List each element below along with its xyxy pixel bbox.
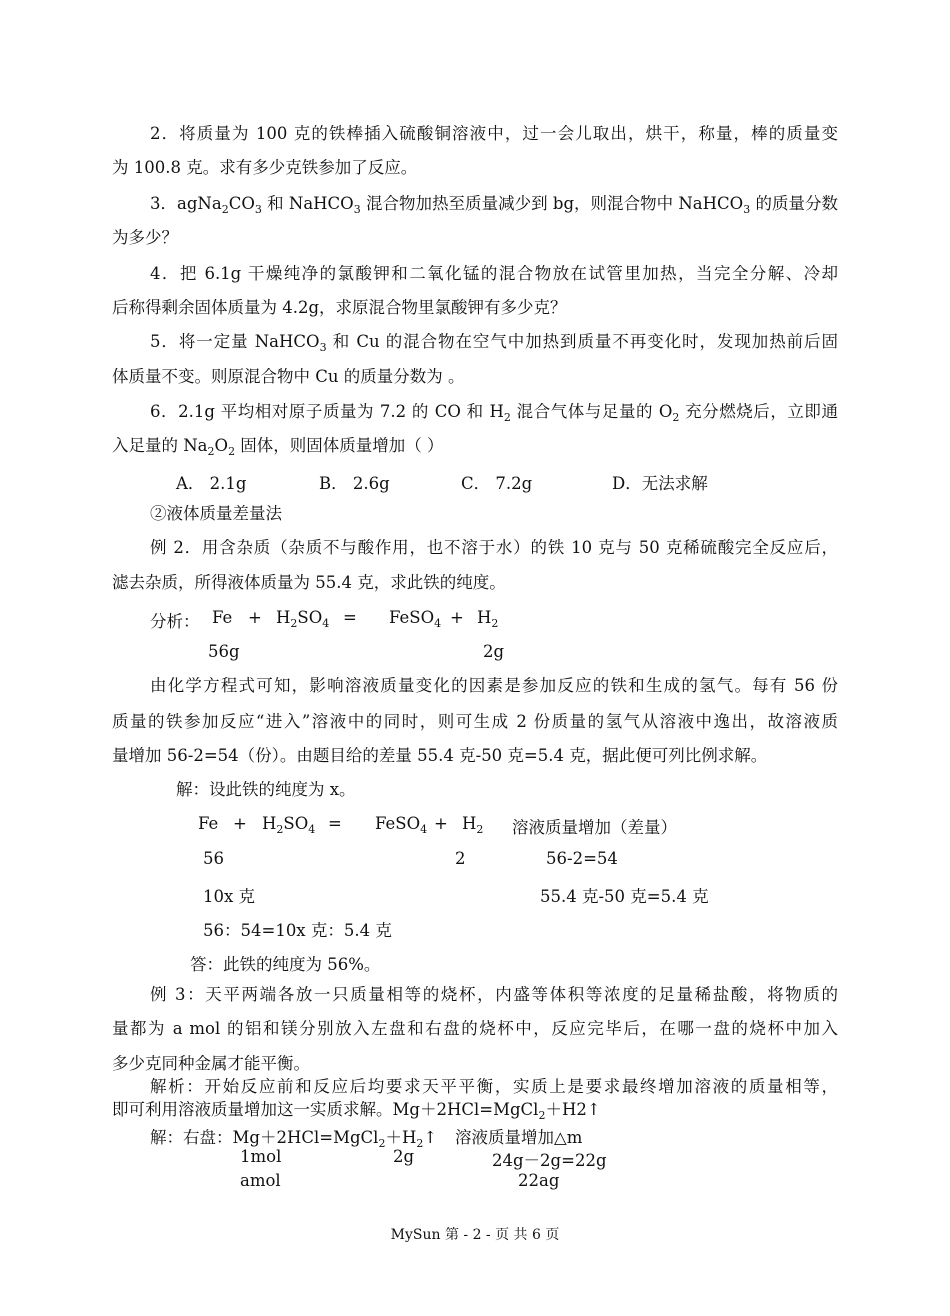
eq2-h2: $H_2$	[462, 814, 484, 836]
example-3-line-1: 例 3：天平两端各放一只质量相等的烧杯，内盛等体积等浓度的足量稀盐酸，将物质的	[150, 985, 838, 1004]
eq2-fe: Fe	[198, 814, 219, 833]
ex3-row2-mg: amol	[240, 1171, 281, 1190]
row2-delta: 55.4 克-50 克=5.4 克	[540, 887, 709, 906]
row2-fe: 10x 克	[203, 887, 256, 906]
problem-2-line-2: 为 100.8 克。求有多少克铁参加了反应。	[112, 158, 418, 177]
ex3-row1-mg: 1mol	[240, 1147, 282, 1166]
explanation-line-3: 量增加 56-2=54（份）。由题目给的差量 55.4 克-50 克=5.4 克，据此便可列比例求解。	[112, 746, 768, 765]
eq1-plus-1: +	[248, 608, 262, 627]
problem-4-line-1: 4．把 6.1g 干燥纯净的氯酸钾和二氧化锰的混合物放在试管里加热，当完全分解、冷却	[150, 264, 838, 283]
example-3-line-2: 量都为 a mol 的铝和镁分别放入左盘和右盘的烧杯中，反应完毕后，在哪一盘的烧杯中加入	[112, 1019, 838, 1038]
eq2-equals: =	[328, 814, 342, 833]
example-3-line-5: 即可利用溶液质量增加这一实质求解。Mg＋2HCl=MgCl$_2$＋H2↑	[112, 1100, 601, 1122]
eq1-equals: =	[343, 608, 357, 627]
eq1-h2: $H_2$	[477, 608, 499, 630]
problem-4-line-2: 后称得剩余固体质量为 4.2g，求原混合物里氯酸钾有多少克？	[112, 298, 567, 317]
example-3-line-4: 解析：开始反应前和反应后均要求天平平衡，实质上是要求最终增加溶液的质量相等，	[150, 1077, 838, 1096]
row1-fe: 56	[203, 849, 224, 868]
row1-h2: 2	[455, 849, 466, 868]
problem-3-line-1: 3．$agNa_2CO_3$ 和 NaHCO$_3$ 混合物加热至质量减少到 bg，则混合物中 NaHCO$_3$ 的质量分数	[150, 194, 839, 216]
choice-d: D．无法求解	[612, 474, 708, 493]
mass-h2: 2g	[483, 642, 505, 661]
problem-6-line-2: 入足量的 $Na_2O_2$ 固体，则固体质量增加（ ）	[112, 436, 444, 458]
ratio: 56：54=10x 克：5.4 克	[203, 921, 392, 940]
eq2-plus-2: +	[434, 814, 448, 833]
explanation-line-1: 由化学方程式可知，影响溶液质量变化的因素是参加反应的铁和生成的氢气。每有 56 份	[150, 676, 838, 695]
eq1-fe: Fe	[212, 608, 233, 627]
example-2-line-1: 例 2．用含杂质（杂质不与酸作用，也不溶于水）的铁 10 克与 50 克稀硫酸完全反应后，	[150, 538, 838, 557]
eq1-h2so4: $H_2SO_4$	[276, 608, 330, 630]
mass-fe: 56g	[208, 642, 240, 661]
explanation-line-2: 质量的铁参加反应“进入”溶液中的同时，则可生成 2 份质量的氢气从溶液中逸出，故溶液质	[112, 712, 838, 731]
solution-intro: 解：设此铁的纯度为 x。	[176, 780, 356, 799]
eq1-plus-2: +	[450, 608, 464, 627]
example-2-line-2: 滤去杂质，所得液体质量为 55.4 克，求此铁的纯度。	[112, 573, 506, 592]
example-3-line-3: 多少克同种金属才能平衡。	[112, 1054, 310, 1073]
choice-b: B． 2.6g	[319, 474, 390, 493]
problem-3-line-2: 为多少？	[112, 228, 178, 247]
ex3-delta-label: 溶液质量增加△m	[455, 1128, 583, 1147]
eq1-feso4: FeSO$_4$	[389, 608, 442, 630]
ex3-row2-delta: 22ag	[518, 1171, 560, 1190]
row1-delta: 56-2=54	[546, 849, 618, 868]
analysis-label: 分析：	[150, 612, 200, 631]
section-heading: ②液体质量差量法	[150, 504, 282, 523]
answer: 答：此铁的纯度为 56%。	[190, 955, 381, 974]
ex3-row1-delta: 24g－2g=22g	[492, 1151, 607, 1170]
choice-a: A． 2.1g	[176, 474, 247, 493]
eq2-feso4: FeSO$_4$	[375, 814, 428, 836]
problem-6-line-1: 6．2.1g 平均相对原子质量为 7.2 的 CO 和 $H_2$ 混合气体与足量的 $O_2$ 充分燃烧后，立即通	[150, 402, 838, 424]
problem-5-line-1: 5．将一定量 NaHCO$_3$ 和 Cu 的混合物在空气中加热到质量不再变化时，发现加热前后固	[150, 332, 838, 354]
ex3-solve-equation: 解：右盘：$Mg+2HCl=MgCl_2+H_2↑$	[150, 1128, 438, 1150]
problem-2-line-1: 2．将质量为 100 克的铁棒插入硫酸铜溶液中，过一会儿取出，烘干，称量，棒的质量变	[150, 124, 838, 143]
page-footer: MySun 第 - 2 - 页 共 6 页	[390, 1227, 560, 1243]
problem-5-line-2: 体质量不变。则原混合物中 Cu 的质量分数为 。	[112, 367, 465, 386]
eq2-plus-1: +	[233, 814, 247, 833]
eq2-h2so4: $H_2SO_4$	[262, 814, 316, 836]
eq2-delta-label: 溶液质量增加（差量）	[512, 818, 677, 837]
choice-c: C． 7.2g	[461, 474, 533, 493]
ex3-row1-h2: 2g	[393, 1147, 415, 1166]
